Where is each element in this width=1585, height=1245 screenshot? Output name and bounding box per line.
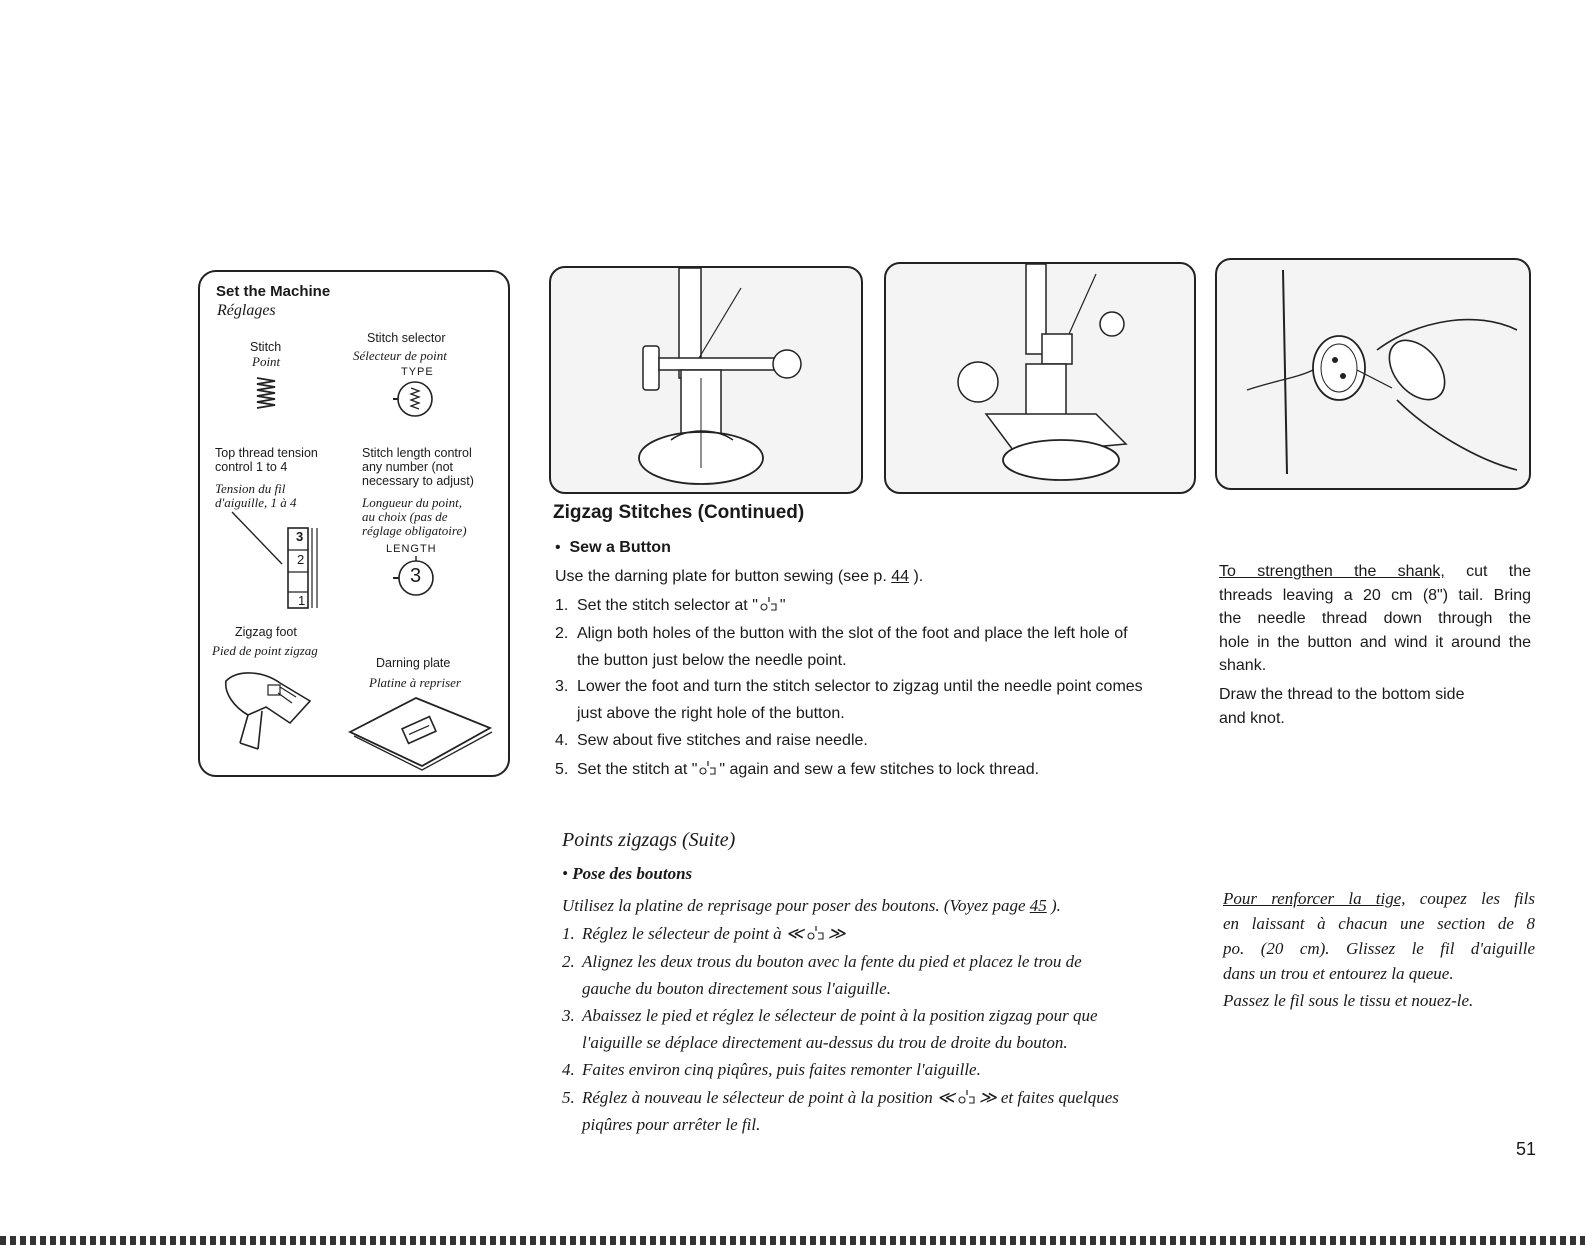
french-intro: Utilisez la platine de reprisage pour poser des boutons. (Voyez page 45 ). [562, 896, 1061, 915]
scan-edge-border [0, 1236, 1585, 1245]
stitch-label-fr: Point [252, 354, 281, 369]
french-step-2-text: Alignez les deux trous du bouton avec la fente du pied et placez le trou de gauche du bouton directement sous l'aiguille. [582, 952, 1082, 998]
english-subheading: • Sew a Button [555, 539, 671, 556]
button-stitch-icon [697, 762, 719, 776]
french-shank-paragraph: Pour renforcer la tige, coupez les fils en laissant à chacun une section de 8 po. (20 cm). Glissez le fil d'aiguille dans un trou et entourez la queue. [1223, 889, 1535, 983]
page-number: 51 [1516, 1139, 1537, 1159]
strengthen-shank-illustration [1215, 258, 1531, 490]
panel-title: Set the Machine [216, 283, 331, 300]
tension-number-3: 3 [296, 529, 304, 544]
english-step-5-text: Set the stitch at " " again and sew a few stitches to lock thread. [577, 761, 1040, 778]
length-value: 3 [410, 565, 422, 587]
english-shank-paragraph: To strengthen the shank, cut the threads leaving a 20 cm (8") tail. Bring the needle thread down through the hole in the button and wind it around the shank. [1219, 563, 1531, 674]
french-step-5-text: Réglez à nouveau le sélecteur de point à la position ≪ ≫ et faites quelques piqûres pour arrêter le fil. [582, 1088, 1119, 1134]
sewing-button-illustration-1 [549, 266, 863, 494]
tension-number-2: 2 [297, 552, 305, 567]
french-step-3: 3. [562, 1006, 575, 1025]
english-step-2-text: Align both holes of the button with the slot of the foot and place the left hole of the button just below the needle point. [577, 625, 1128, 669]
tension-label: Top thread tension control 1 to 4 [215, 446, 318, 474]
french-step-1: 1. [562, 924, 575, 943]
plate-label-fr: Platine à repriser [369, 675, 461, 690]
foot-label-fr: Pied de point zigzag [212, 643, 318, 658]
french-knot-paragraph: Passez le fil sous le tissu et nouez-le. [1223, 991, 1474, 1010]
button-stitch-icon [758, 598, 780, 612]
english-step-2: 2. [555, 625, 569, 642]
stitch-selector-dial-icon [393, 378, 435, 420]
english-intro: Use the darning plate for button sewing (see p. 44 ). [555, 568, 924, 585]
length-label-fr: Longueur du point, au choix (pas de réglage obligatoire) [362, 495, 467, 538]
page-link-44[interactable]: 44 [891, 568, 909, 585]
french-step-1-text: Réglez le sélecteur de point à ≪ ≫ [582, 924, 846, 943]
selector-label: Stitch selector [367, 331, 446, 345]
english-step-5: 5. [555, 761, 569, 778]
english-step-1-text: Set the stitch selector at " " [577, 597, 786, 614]
selector-label-fr: Sélecteur de point [353, 348, 447, 363]
english-step-3: 3. [555, 678, 569, 695]
panel-title-fr: Réglages [217, 302, 276, 319]
zigzag-stitch-icon [253, 376, 279, 410]
foot-label: Zigzag foot [235, 625, 297, 639]
tension-label-fr: Tension du fil d'aiguille, 1 à 4 [215, 481, 297, 510]
button-stitch-icon [955, 1091, 979, 1105]
length-word: LENGTH [386, 543, 437, 555]
sewing-button-illustration-2 [884, 262, 1196, 494]
french-step-5: 5. [562, 1088, 575, 1107]
tension-number-1: 1 [298, 593, 306, 608]
plate-label: Darning plate [376, 656, 451, 670]
english-step-3-text: Lower the foot and turn the stitch selector to zigzag until the needle point comes just above the right hole of the button. [577, 678, 1143, 722]
type-label: TYPE [401, 366, 434, 378]
english-knot-paragraph: Draw the thread to the bottom side and knot. [1219, 686, 1465, 727]
zigzag-foot-icon [218, 663, 318, 763]
french-step-2: 2. [562, 952, 575, 971]
french-heading: Points zigzags (Suite) [562, 829, 736, 851]
tension-dial-icon [230, 510, 330, 614]
french-step-4-text: Faites environ cinq piqûres, puis faites remonter l'aiguille. [582, 1060, 981, 1079]
page-link-45[interactable]: 45 [1029, 896, 1047, 915]
english-step-1: 1. [555, 597, 569, 614]
length-label: Stitch length control any number (not necessary to adjust) [362, 446, 474, 488]
french-step-3-text: Abaissez le pied et réglez le sélecteur de point à la position zigzag pour que l'aiguille se déplace directement au-dessus du trou de droite du bouton. [582, 1006, 1098, 1052]
button-stitch-icon [804, 927, 828, 941]
stitch-label: Stitch [250, 340, 282, 354]
french-subheading: • Pose des boutons [562, 864, 693, 883]
english-heading: Zigzag Stitches (Continued) [553, 502, 805, 523]
english-step-4-text: Sew about five stitches and raise needle. [577, 732, 868, 749]
darning-plate-icon [338, 690, 502, 776]
english-step-4: 4. [555, 732, 569, 749]
french-step-4: 4. [562, 1060, 575, 1079]
